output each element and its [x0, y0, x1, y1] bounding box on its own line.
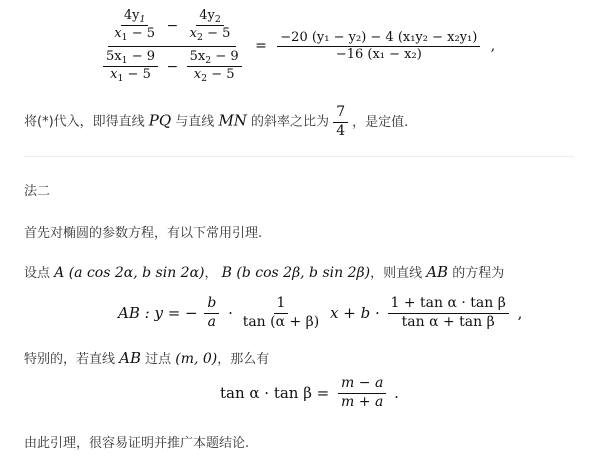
big-fraction-left — [100, 8, 245, 85]
paragraph-points: 设点 A (a cos 2α, b sin 2α)， B (b cos 2β, b sin 2β)，则直线 AB 的方程为 — [24, 263, 505, 281]
point-m0: (m, 0) — [175, 351, 218, 367]
section-divider — [24, 156, 574, 157]
paragraph-conclusion: 由此引理，很容易证明并推广本题结论. — [24, 436, 250, 451]
fraction-b-over-a: $\frac{b}{a}$ — [204, 295, 219, 331]
fraction-4y1: $\frac{4y_1}{x_1 - 5}$ — [114, 8, 155, 44]
fraction-4y2: $\frac{4y_2}{x_2 - 5}$ — [189, 8, 231, 44]
paragraph-special-case: 特别的，若直线 AB 过点 (m, 0)，那么有 — [24, 349, 270, 367]
line-ab: AB — [426, 263, 449, 281]
fraction-rhs: $\frac{\text{−20 (y₁ − y₂) − 4 (x₁y₂ − x₂y₁)}}{\text{−16 (x₁ − x₂)}}$ — [277, 30, 480, 64]
line-ab-2: AB — [119, 349, 141, 367]
fraction-5x2: $\frac{5x_2 - 9}{x_2 - 5}$ — [187, 49, 242, 85]
equation-tan-product: tan α · tan β = $\frac{m - a}{m + a}$ . — [220, 375, 399, 410]
equation-slope-ratio — [100, 8, 495, 85]
fraction-one-over-tan: $\frac{1}{\tan (\alpha + \beta)}$ — [242, 295, 320, 330]
fraction-5x1: $\frac{5x_1 - 9}{x_1 - 5}$ — [103, 49, 158, 85]
paragraph-substitute: 将(*)代入，即得直线 PQ 与直线 MN 的斜率之比为 $\frac{7}{4}$ ，是定值. — [24, 104, 409, 139]
trailing-comma: , — [490, 38, 496, 55]
fraction-tan-ratio: $\frac{\text{1 + tan α · tan β}}{\text{tan α + tan β}}$ — [388, 295, 509, 331]
method-two-title: 法二 — [24, 184, 51, 199]
line-pq: PQ — [148, 111, 172, 130]
equals-sign: = — [255, 38, 267, 55]
point-b: B (b cos 2β, b sin 2β) — [221, 265, 371, 281]
line-mn: MN — [218, 111, 247, 130]
minus-sign: − — [166, 17, 179, 34]
minus-sign-2: − — [166, 58, 179, 75]
equation-line-ab: AB : y = − $\frac{b}{a}$ · $\frac{1}{\tan (\alpha + \beta)}$ x + b · $\frac{\text{1 + tan α · tan β}}{\text{tan α + tan β}}$ , — [118, 295, 523, 330]
point-a: A (a cos 2α, b sin 2α) — [54, 265, 205, 281]
paragraph-lemma-intro: 首先对椭圆的参数方程，有以下常用引理. — [24, 226, 263, 241]
fraction-m-ratio: $\frac{m - a}{m + a}$ — [338, 375, 386, 411]
ratio-fraction: $\frac{7}{4}$ — [333, 104, 348, 140]
